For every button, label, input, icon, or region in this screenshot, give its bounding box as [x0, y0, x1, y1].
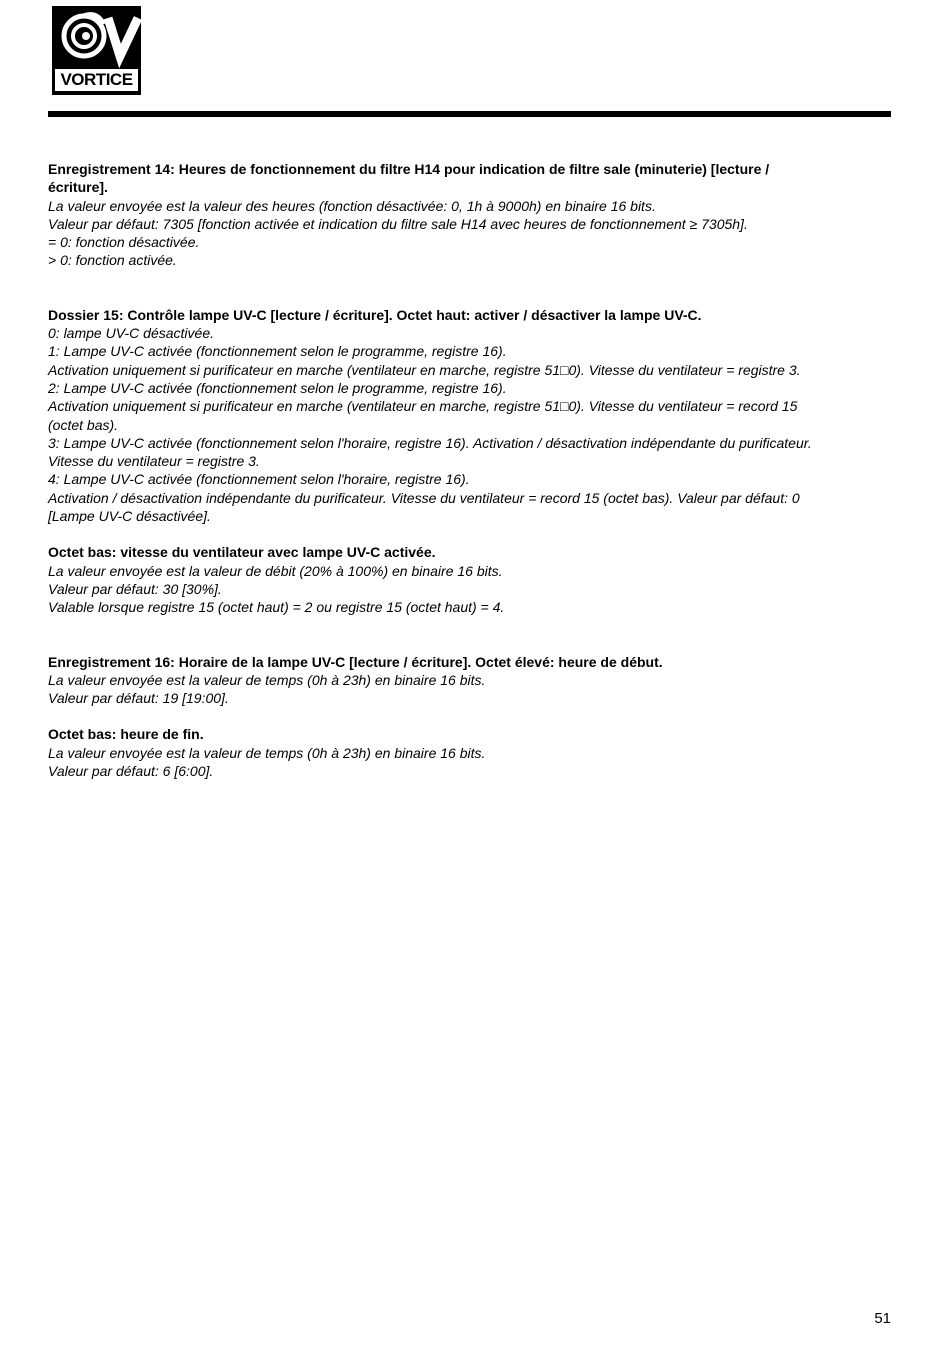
section-heading: Enregistrement 16: Horaire de la lampe UV-C [lecture / écriture]. Octet élevé: heure de début. — [48, 653, 663, 670]
section-heading: Enregistrement 14: Heures de fonctionnement du filtre H14 pour indication de filtre sale (minuterie) [lecture / écriture]. — [48, 161, 770, 196]
body-line: 4: Lampe UV-C activée (fonctionnement selon l'horaire, registre 16). — [48, 471, 470, 488]
body-line: Valeur par défaut: 19 [19:00]. — [48, 690, 229, 707]
section-low-byte-fan-speed — [48, 543, 828, 616]
body-line: Valeur par défaut: 7305 [fonction activée et indication du filtre sale H14 avec heures de fonctionnement ≥ 7305h]. — [48, 215, 748, 232]
spacer — [48, 525, 828, 543]
section-heading: Octet bas: heure de fin. — [48, 726, 204, 743]
section-register-15 — [48, 306, 828, 526]
body-line: La valeur envoyée est la valeur de temps (0h à 23h) en binaire 16 bits. — [48, 744, 486, 761]
body-line: 1: Lampe UV-C activée (fonctionnement selon le programme, registre 16). — [48, 343, 507, 360]
body-line: Activation / désactivation indépendante du purificateur. Vitesse du ventilateur = record 15 (octet bas). Valeur par défaut: 0 [Lampe UV-C désactivée]. — [48, 489, 800, 525]
spacer — [48, 270, 828, 306]
body-line: Activation uniquement si purificateur en marche (ventilateur en marche, registre 51□0). Vitesse du ventilateur = record 15 (octet bas). — [48, 398, 798, 433]
section-register-16 — [48, 653, 828, 708]
section-register-14 — [48, 160, 828, 270]
header-rule — [48, 111, 891, 117]
logo-wordmark: VORTICE — [54, 68, 139, 92]
document-body — [48, 160, 828, 780]
section-low-byte-end-time — [48, 725, 828, 780]
vortice-spiral-logo-icon — [52, 6, 141, 68]
body-line: > 0: fonction activée. — [48, 252, 177, 269]
body-line: = 0: fonction désactivée. — [48, 234, 200, 251]
body-line: Activation uniquement si purificateur en marche (ventilateur en marche, registre 51□0). Vitesse du ventilateur = registre 3. — [48, 361, 801, 378]
section-heading: Octet bas: vitesse du ventilateur avec lampe UV-C activée. — [48, 544, 436, 561]
page-number: 51 — [874, 1310, 891, 1327]
spacer — [48, 617, 828, 653]
body-line: La valeur envoyée est la valeur de temps (0h à 23h) en binaire 16 bits. — [48, 671, 486, 688]
body-line: La valeur envoyée est la valeur de débit (20% à 100%) en binaire 16 bits. — [48, 562, 503, 579]
body-line: 0: lampe UV-C désactivée. — [48, 325, 214, 342]
body-line: Valable lorsque registre 15 (octet haut) = 2 ou registre 15 (octet haut) = 4. — [48, 599, 505, 616]
body-line: La valeur envoyée est la valeur des heures (fonction désactivée: 0, 1h à 9000h) en binaire 16 bits. — [48, 197, 656, 214]
body-line: 3: Lampe UV-C activée (fonctionnement selon l'horaire, registre 16). Activation / désactivation indépendante du purificateur. Vitesse du ventilateur = registre 3. — [48, 434, 812, 470]
vortice-logo — [52, 6, 141, 95]
body-line: Valeur par défaut: 6 [6:00]. — [48, 763, 214, 780]
body-line: Valeur par défaut: 30 [30%]. — [48, 580, 222, 597]
spacer — [48, 707, 828, 725]
body-line: 2: Lampe UV-C activée (fonctionnement selon le programme, registre 16). — [48, 379, 507, 396]
section-heading: Dossier 15: Contrôle lampe UV-C [lecture / écriture]. Octet haut: activer / désactiver la lampe UV-C. — [48, 306, 702, 323]
